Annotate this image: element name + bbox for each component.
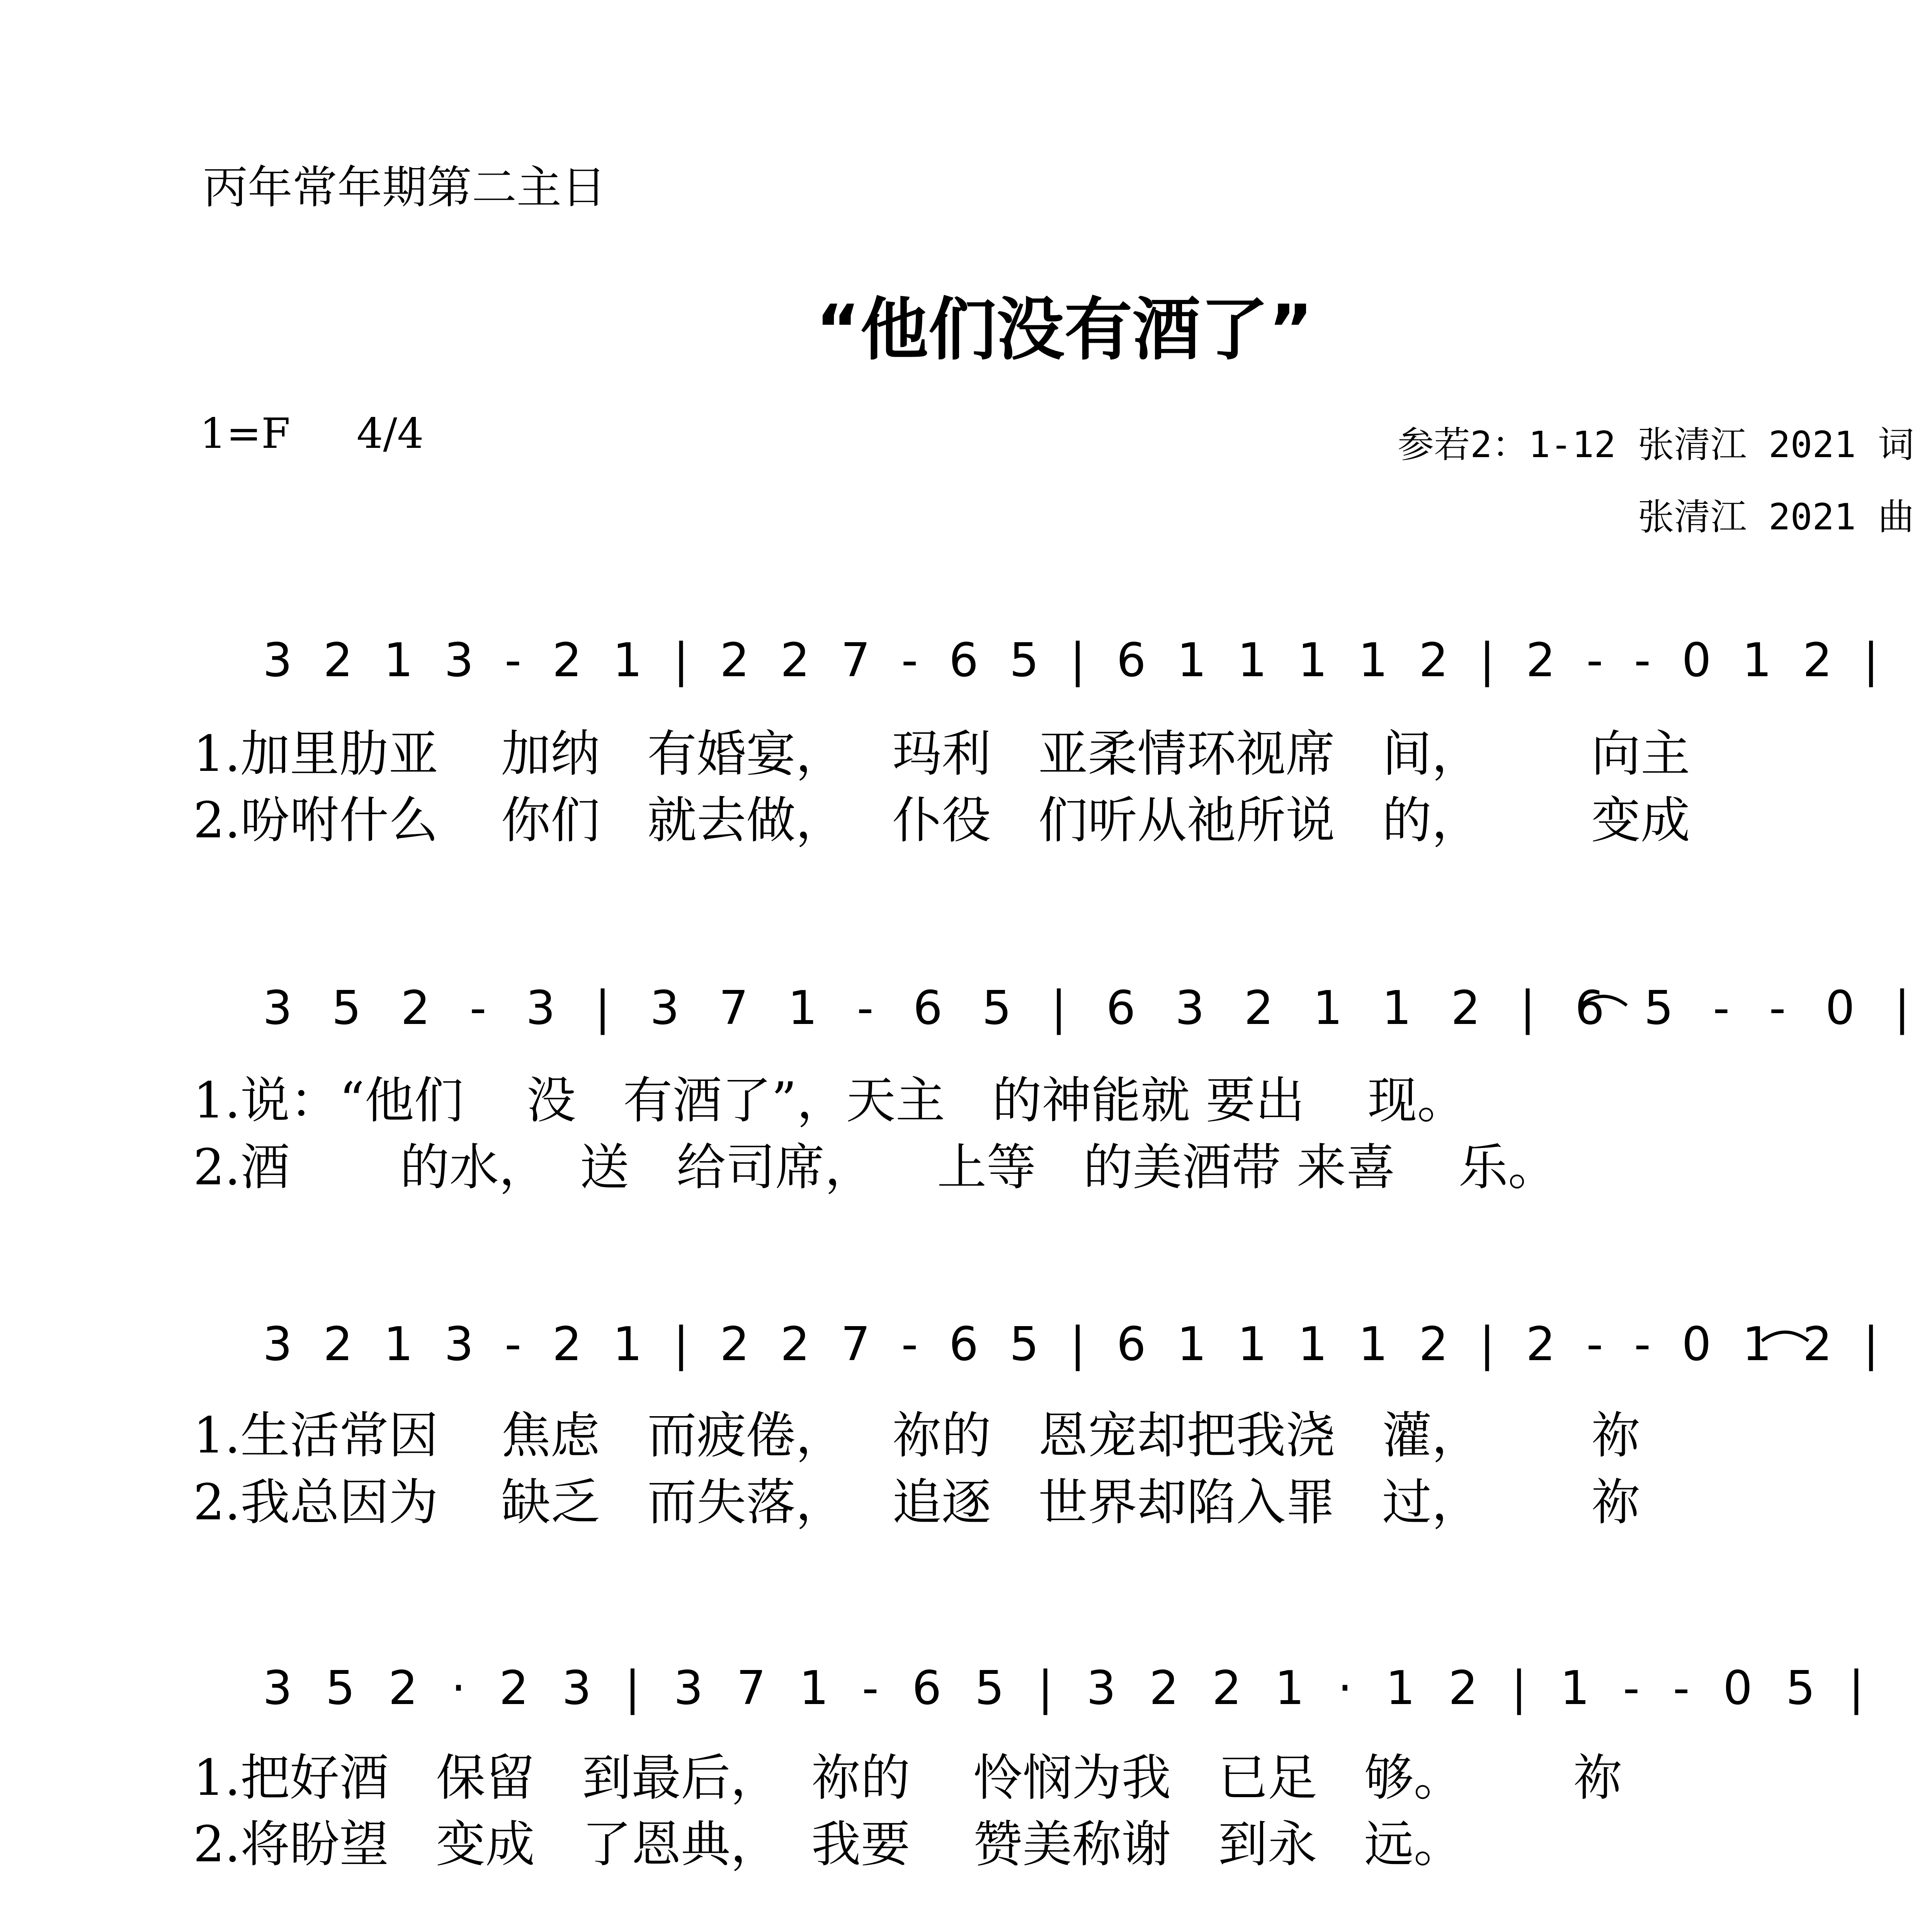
lyrics-line: 1.把好酒 保留 到最后， 祢的 怜悯为我 已足 够。 祢 (193, 1749, 1623, 1807)
lyrics-line: 1.加里肋亚 加纳 有婚宴， 玛利 亚柔情环视席 间， 向主 (193, 725, 1690, 783)
lyrics-line: 2.吩咐什么 你们 就去做， 仆役 们听从祂所说 的， 变成 (193, 792, 1690, 849)
lyrics-line: 2.酒 的水， 送 给司席， 上等 的美酒带 来喜 乐。 (193, 1139, 1558, 1196)
tie-mark (1762, 1332, 1808, 1341)
lyrics-line: 1.生活常因 焦虑 而疲倦， 祢的 恩宠却把我浇 灌， 祢 (193, 1407, 1641, 1464)
notes-line: 3 5 2 - 3 | 3 7 1 - 6 5 | 6 3 2 1 1 2 | 6 5 - - 0 | (263, 981, 1912, 1035)
liturgy-heading: 丙年常年期第二主日 (203, 162, 606, 214)
tie-mark (1580, 997, 1627, 1006)
time-signature: 4/4 (356, 410, 424, 458)
composer-credit: 张清江 2021 曲 (1638, 496, 1914, 538)
notes-line: 3 2 1 3 - 2 1 | 2 2 7 - 6 5 | 6 1 1 1 1 2 | 2 - - 0 1 2 | (263, 634, 1881, 687)
key-signature: 1=F (200, 410, 291, 458)
song-title: “他们没有酒了” (815, 290, 1313, 369)
lyricist-credit: 参若2：1-12 张清江 2021 词 (1397, 424, 1914, 466)
lyrics-line: 2.将盼望 变成 了恩典， 我要 赞美称谢 到永 远。 (193, 1816, 1463, 1873)
lyrics-line: 1.说：“他们 没 有酒了”，天主 的神能就 要出 现。 (193, 1072, 1467, 1129)
notes-line: 3 5 2 · 2 3 | 3 7 1 - 6 5 | 3 2 2 1 · 1 2 | 1 - - 0 5 | (263, 1662, 1867, 1715)
lyrics-line: 2.我总因为 缺乏 而失落， 追逐 世界却陷入罪 过， 祢 (193, 1474, 1641, 1531)
notes-line: 3 2 1 3 - 2 1 | 2 2 7 - 6 5 | 6 1 1 1 1 2 | 2 - - 0 1 2 | (263, 1318, 1881, 1371)
